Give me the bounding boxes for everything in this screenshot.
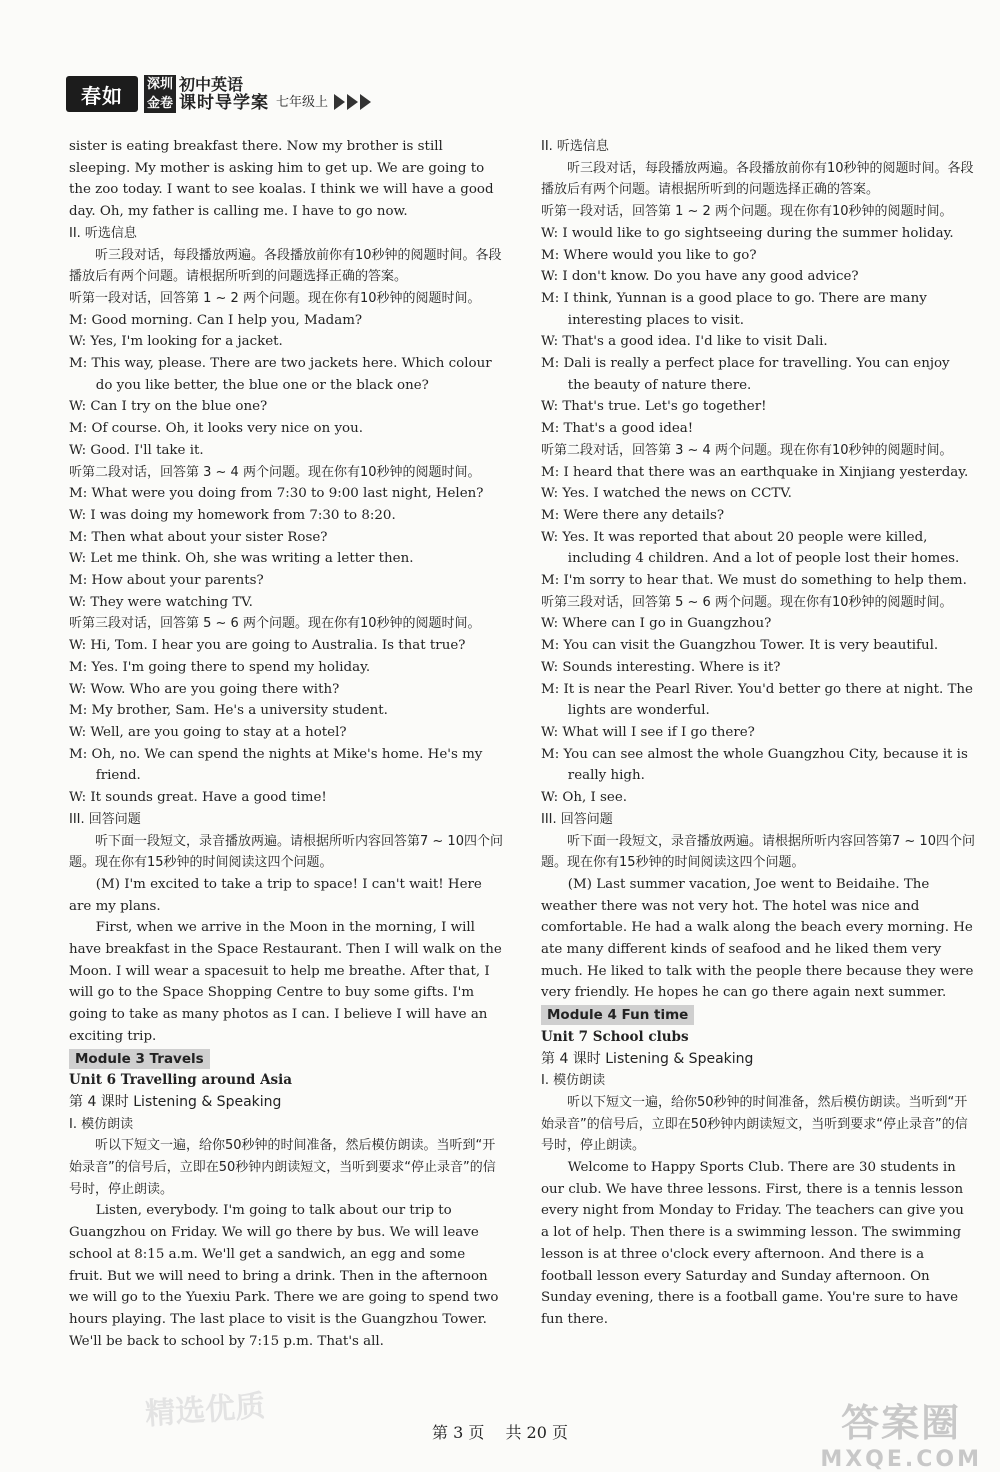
left-column: [69, 136, 503, 1352]
dialogue-line: W: It sounds great. Have a good time!: [69, 790, 327, 806]
instruction-text: 听第一段对话，回答第 1 ~ 2 两个问题。现在你有10秒钟的阅题时间。: [69, 290, 481, 306]
instruction-text: 听第三段对话，回答第 5 ~ 6 两个问题。现在你有10秒钟的阅题时间。: [541, 594, 953, 610]
text-paragraph: First, when we arrive in the Moon in the morning, I will have breakfast in the Space Restaurant. Then I will walk on the Moon. I will wear a spacesuit to help me breathe. After that, I will go to the Space Shopping Centre to buy some gifts. I'm going to take as many photos as I can. I believe I will have an exciting trip.: [69, 920, 502, 1044]
dialogue-line: W: Let me think. Oh, she was writing a letter then.: [69, 551, 414, 567]
instruction-text: 听下面一段短文，录音播放两遍。请根据所听内容回答第7 ~ 10四个问题。现在你有15秒钟的时间阅读这四个问题。: [541, 833, 975, 871]
instruction-text: II. 听选信息: [541, 139, 609, 154]
text-paragraph: Welcome to Happy Sports Club. There are 30 students in our club. We have three lessons. First, there is a tennis lesson every night from Monday to Friday. The teachers can give you a lot of help. Then there is a swimming lesson. The swimming lesson is at three o'clock every afternoon. And there is a football lesson every Saturday and Sunday afternoon. On Sunday evening, there is a football game. You're sure to have fun there.: [541, 1160, 964, 1327]
dialogue-line: M: Then what about your sister Rose?: [69, 529, 328, 545]
dialogue-line: W: Oh, I see.: [541, 790, 628, 806]
dialogue-line: W: That's true. Let's go together!: [541, 399, 767, 415]
dialogue-line: W: Good. I'll take it.: [69, 442, 204, 458]
instruction-text: 听三段对话，每段播放两遍。各段播放前你有10秒钟的阅题时间。各段播放后有两个问题。请根据所听到的问题选择正确的答案。: [541, 160, 974, 198]
instruction-text: 听第二段对话，回答第 3 ~ 4 两个问题。现在你有10秒钟的阅题时间。: [69, 464, 481, 480]
watermark-logo: 答案圈: [841, 1401, 962, 1445]
dialogue-line: W: Hi, Tom. I hear you are going to Australia. Is that true?: [69, 638, 466, 654]
watermark-url: MXQE.COM: [820, 1447, 982, 1472]
brand-subject: 初中英语: [179, 75, 244, 94]
module-heading: Module 4 Fun time: [541, 1005, 694, 1025]
dialogue-line: M: How about your parents?: [69, 573, 264, 589]
dialogue-line: W: What will I see if I go there?: [541, 724, 755, 740]
dialogue-line: W: Yes. I watched the news on CCTV.: [541, 486, 792, 502]
dialogue-line: M: What were you doing from 7:30 to 9:00 last night, Helen?: [69, 486, 484, 502]
module-heading-row: [541, 1004, 975, 1027]
dialogue-line: W: Can I try on the blue one?: [69, 399, 268, 415]
stamp-watermark: 精选优质: [144, 1388, 267, 1433]
instruction-text: 听以下短文一遍，给你50秒钟的时间准备，然后模仿朗读。当听到“开始录音”的信号后，立即在50秒钟内朗读短文，当听到要求“停止录音”的信号时，停止朗读。: [541, 1094, 968, 1154]
dialogue-line: W: I was doing my homework from 7:30 to 8:20.: [69, 507, 396, 523]
dialogue-line: M: This way, please. There are two jackets here. Which colour do you like better, the blue one or the black one?: [69, 356, 492, 393]
unit-heading: Unit 6 Travelling around Asia: [69, 1072, 293, 1089]
instruction-text: II. 听选信息: [69, 225, 137, 241]
dialogue-line: M: It is near the Pearl River. You'd better go there at night. The lights are wonderful.: [541, 681, 973, 719]
dialogue-line: W: I would like to go sightseeing during the summer holiday.: [541, 225, 954, 241]
dialogue-line: M: Were there any details?: [541, 507, 725, 523]
page-number: 第 3 页: [432, 1423, 485, 1442]
dialogue-line: M: I heard that there was an earthquake in Xinjiang yesterday.: [541, 464, 969, 480]
instruction-text: 听第三段对话，回答第 5 ~ 6 两个问题。现在你有10秒钟的阅题时间。: [69, 616, 481, 632]
page-total: 共 20 页: [505, 1423, 568, 1442]
dialogue-line: W: They were watching TV.: [69, 594, 253, 610]
dialogue-line: M: Oh, no. We can spend the nights at Mike's home. He's my friend.: [69, 746, 483, 784]
lesson-heading: 第 4 课时 Listening & Speaking: [541, 1050, 754, 1067]
dialogue-line: W: Yes. It was reported that about 20 people were killed, including 4 children. And a lot of people lost their homes.: [541, 529, 960, 567]
text-paragraph: Listen, everybody. I'm going to talk about our trip to Guangzhou on Friday. We will go there by bus. We will leave school at 8:15 a.m. We'll get a sandwich, an egg and some fruit. But we will need to bring a drink. Then in the afternoon we will go to the Yuexiu Park. There we are going to spend two hours playing. The last place to visit is the Guangzhou Tower. We'll be back to school by 7:15 p.m. That's all.: [69, 1203, 499, 1349]
dialogue-line: W: I don't know. Do you have any good advice?: [541, 269, 859, 285]
instruction-text: I. 模仿朗读: [541, 1073, 606, 1089]
dialogue-line: M: Good morning. Can I help you, Madam?: [69, 312, 363, 328]
dialogue-line: M: Of course. Oh, it looks very nice on you.: [69, 421, 363, 437]
arrow-icons: [334, 94, 373, 110]
dialogue-line: M: That's a good idea!: [541, 421, 694, 437]
dialogue-line: W: Well, are you going to stay at a hotel?: [69, 724, 347, 740]
page-footer: [0, 1420, 1000, 1443]
instruction-text: 听以下短文一遍，给你50秒钟的时间准备，然后模仿朗读。当听到“开始录音”的信号后，立即在50秒钟内朗读短文，当听到要求“停止录音”的信号时，停止朗读。: [69, 1138, 496, 1197]
dialogue-line: M: You can see almost the whole Guangzhou City, because it is really high.: [541, 746, 968, 784]
grade-label: 七年级上: [276, 95, 329, 110]
dialogue-line: W: Sounds interesting. Where is it?: [541, 659, 781, 675]
module-heading: Module 3 Travels: [69, 1049, 210, 1069]
series-title: [144, 75, 272, 113]
unit-heading: Unit 7 School clubs: [541, 1028, 689, 1045]
dialogue-line: M: Where would you like to go?: [541, 247, 757, 263]
right-column: [541, 136, 975, 1331]
lesson-heading: 第 4 课时 Listening & Speaking: [69, 1093, 282, 1110]
brand-series: 课时导学案: [179, 93, 270, 113]
instruction-text: 听三段对话，每段播放两遍。各段播放前你有10秒钟的阅题时间。各段播放后有两个问题。请根据所听到的问题选择正确的答案。: [69, 247, 502, 285]
publisher-logo: 春如: [66, 76, 138, 112]
dialogue-line: M: Dali is really a perfect place for travelling. You can enjoy the beauty of nature there.: [541, 356, 950, 393]
dialogue-line: M: I think, Yunnan is a good place to go. There are many interesting places to visit.: [541, 290, 927, 328]
brand-gold: 金卷: [144, 94, 176, 113]
dialogue-line: W: Yes, I'm looking for a jacket.: [69, 334, 283, 350]
brand-city: 深圳: [144, 75, 176, 94]
dialogue-line: M: You can visit the Guangzhou Tower. It is very beautiful.: [541, 638, 939, 654]
dialogue-line: W: Where can I go in Guangzhou?: [541, 616, 772, 632]
dialogue-line: W: Wow. Who are you going there with?: [69, 681, 340, 697]
text-paragraph: sister is eating breakfast there. Now my brother is still sleeping. My mother is asking him to get up. We are going to the zoo today. I want to see koalas. I think we will have a good day. Oh, my father is calling me. I have to go now.: [69, 139, 494, 220]
text-paragraph: (M) I'm excited to take a trip to space! I can't wait! Here are my plans.: [69, 876, 482, 914]
instruction-text: 听第二段对话，回答第 3 ~ 4 两个问题。现在你有10秒钟的阅题时间。: [541, 442, 953, 458]
instruction-text: 听第一段对话，回答第 1 ~ 2 两个问题。现在你有10秒钟的阅题时间。: [541, 204, 953, 220]
instruction-text: I. 模仿朗读: [69, 1116, 134, 1132]
dialogue-line: M: Yes. I'm going there to spend my holiday.: [69, 659, 371, 675]
instruction-text: III. 回答问题: [541, 811, 613, 827]
module-heading-row: [69, 1048, 503, 1071]
instruction-text: 听下面一段短文，录音播放两遍。请根据所听内容回答第7 ~ 10四个问题。现在你有15秒钟的时间阅读这四个问题。: [69, 833, 503, 871]
page-header: [66, 74, 373, 114]
dialogue-line: M: I'm sorry to hear that. We must do something to help them.: [541, 573, 967, 589]
instruction-text: III. 回答问题: [69, 811, 141, 827]
dialogue-line: W: That's a good idea. I'd like to visit Dali.: [541, 334, 828, 350]
text-paragraph: (M) Last summer vacation, Joe went to Beidaihe. The weather there was not very hot. The hotel was nice and comfortable. He had a walk along the beach every morning. He ate many different kinds of seafood and he liked them very much. He liked to talk with the people there because they were very friendly. He hopes he can go there again next summer.: [541, 876, 974, 1001]
dialogue-line: M: My brother, Sam. He's a university student.: [69, 703, 388, 719]
